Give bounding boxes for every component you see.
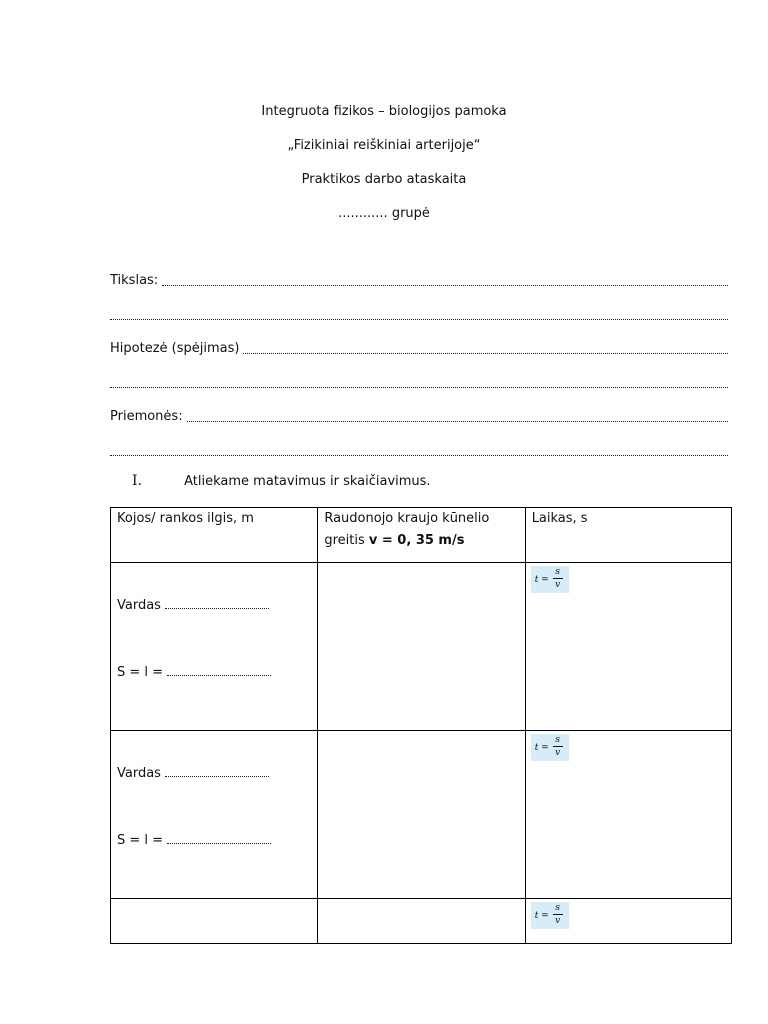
doc-group [0, 206, 768, 221]
goal-dots[interactable] [162, 282, 728, 286]
cell-speed[interactable] [318, 563, 525, 731]
section-heading [132, 473, 431, 489]
goal-dots-2[interactable] [110, 316, 728, 320]
group-label: grupė [391, 206, 430, 221]
tools-line[interactable] [110, 407, 728, 425]
formula-den: v [555, 916, 561, 926]
length-label: S = l = [117, 665, 164, 680]
tools-label: Priemonės: [110, 409, 183, 424]
cell-speed[interactable] [318, 899, 525, 944]
length-dots[interactable] [167, 840, 271, 844]
name-label: Vardas [117, 598, 161, 613]
section-number: I. [132, 473, 142, 489]
header-speed [318, 508, 525, 563]
goal-label: Tikslas: [110, 273, 159, 288]
doc-title: Integruota fizikos – biologijos pamoka [261, 104, 507, 119]
name-label: Vardas [117, 766, 161, 781]
formula-num: s [555, 903, 560, 913]
header-speed-line1: Raudonojo kraujo kūnelio [324, 511, 490, 526]
goal-line-2[interactable] [110, 305, 728, 323]
formula-fraction [553, 903, 563, 926]
name-field[interactable] [117, 598, 269, 613]
measurement-table [110, 507, 732, 944]
hypothesis-dots-2[interactable] [110, 384, 728, 388]
formula-den: v [555, 748, 561, 758]
name-dots[interactable] [165, 773, 269, 777]
name-dots[interactable] [165, 605, 269, 609]
header-time-text: Laikas, s [531, 511, 588, 526]
cell-length[interactable] [111, 731, 318, 899]
table-row [111, 899, 732, 944]
cell-time[interactable] [525, 731, 731, 899]
header-length-text: Kojos/ rankos ilgis, m [117, 511, 254, 526]
formula-image [531, 734, 569, 761]
formula-lhs: t = [534, 743, 549, 753]
name-field[interactable] [117, 766, 269, 781]
doc-topic: „Fizikiniai reiškiniai arterijoje“ [287, 138, 481, 153]
section-text: Atliekame matavimus ir skaičiavimus. [184, 474, 431, 489]
formula-num: s [555, 735, 560, 745]
cell-speed[interactable] [318, 731, 525, 899]
hypothesis-line-2[interactable] [110, 373, 728, 391]
table-header-row [111, 508, 732, 563]
header-speed-prefix: greitis [324, 533, 369, 548]
formula-num: s [555, 567, 560, 577]
formula-fraction [553, 735, 563, 758]
table-row [111, 731, 732, 899]
cell-time[interactable] [525, 899, 731, 944]
length-dots[interactable] [167, 672, 271, 676]
tools-dots-2[interactable] [110, 452, 728, 456]
length-field[interactable] [117, 665, 271, 680]
tools-line-2[interactable] [110, 441, 728, 459]
formula-lhs: t = [534, 911, 549, 921]
length-label: S = l = [117, 833, 164, 848]
length-field[interactable] [117, 833, 271, 848]
header-length [111, 508, 318, 563]
formula-lhs: t = [534, 575, 549, 585]
formula-image [531, 902, 569, 929]
group-blank[interactable]: ............ [338, 206, 388, 221]
cell-length[interactable] [111, 563, 318, 731]
cell-length[interactable] [111, 899, 318, 944]
hypothesis-label: Hipotezė (spėjimas) [110, 341, 240, 356]
formula-image [531, 566, 569, 593]
table-row [111, 563, 732, 731]
hypothesis-dots[interactable] [243, 350, 728, 354]
cell-time[interactable] [525, 563, 731, 731]
formula-den: v [555, 580, 561, 590]
tools-dots[interactable] [187, 418, 728, 422]
header-time [525, 508, 731, 563]
header-speed-value: v = 0, 35 m/s [368, 533, 465, 548]
doc-report-title: Praktikos darbo ataskaita [301, 172, 467, 187]
hypothesis-line[interactable] [110, 339, 728, 357]
goal-line[interactable] [110, 271, 728, 289]
formula-fraction [553, 567, 563, 590]
